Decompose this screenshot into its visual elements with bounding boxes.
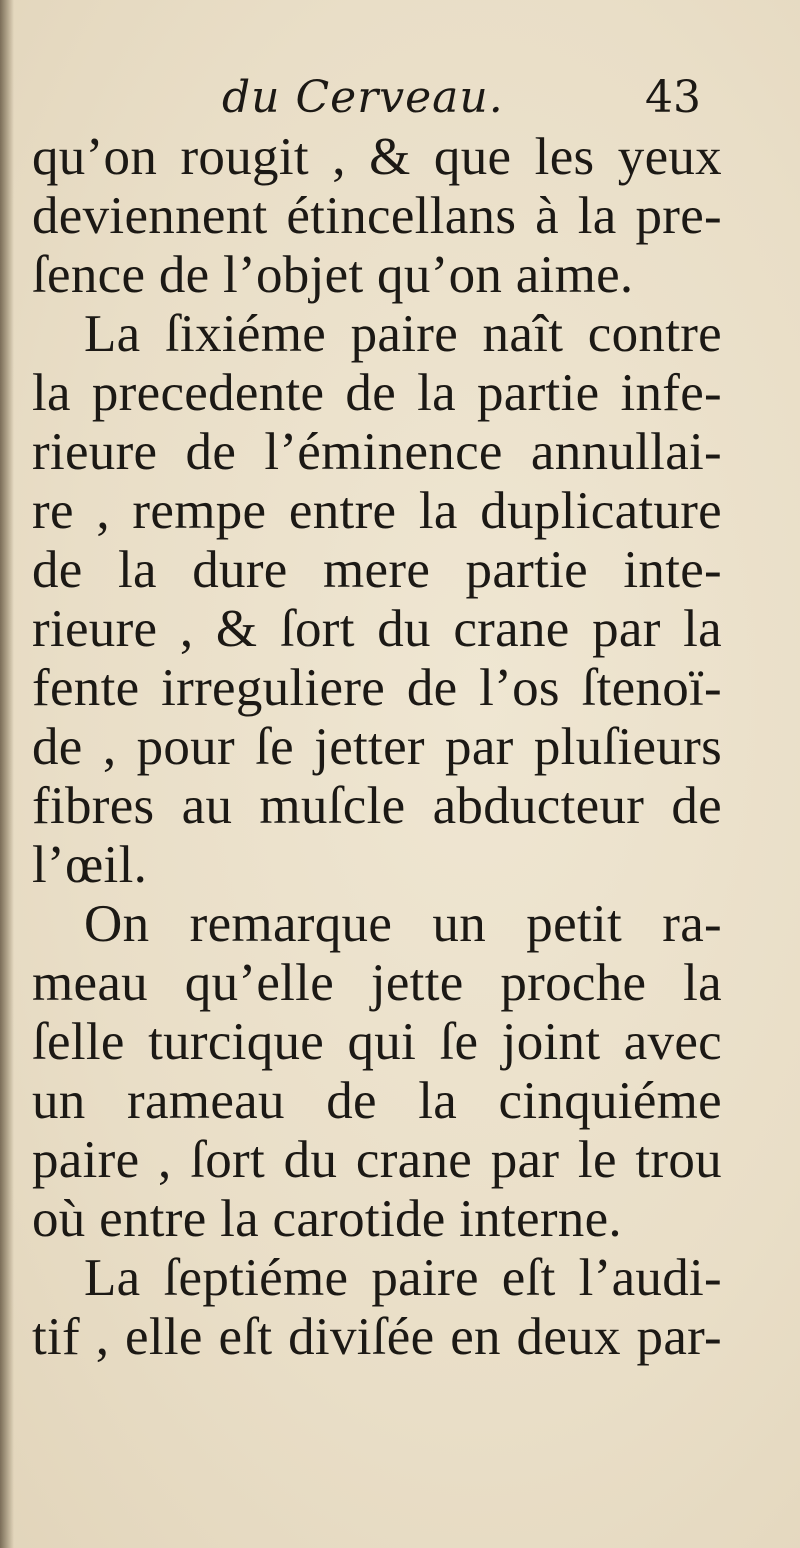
text-line: paire , ſort du crane par le trou [32,1131,722,1189]
text-line: où entre la carotide interne. [32,1190,622,1248]
running-head [0,68,800,128]
text-line: de , pour ſe jetter par pluſieurs [32,718,722,776]
binding-shadow [0,0,14,1548]
paragraph-start-line: La ſixiéme paire naît contre [84,305,722,363]
paragraph-start-line: On remarque un petit ra- [84,895,722,953]
text-line: tif , elle eſt diviſée en deux par- [32,1308,722,1366]
text-line: un rameau de la cinquiéme [32,1072,722,1130]
text-line: qu’on rougit , & que les yeux [32,128,722,186]
text-line: fibres au muſcle abducteur de [32,777,722,835]
text-line: rieure , & ſort du crane par la [32,600,722,658]
text-line: l’œil. [32,836,148,894]
text-line: deviennent étincellans à la pre- [32,187,722,245]
paragraph-start-line: La ſeptiéme paire eſt l’audi- [84,1249,722,1307]
text-line: ſence de l’objet qu’on aime. [32,246,634,304]
text-line: fente irreguliere de l’os ſtenoï- [32,659,722,717]
text-line: la precedente de la partie infe- [32,364,722,422]
text-line: re , rempe entre la duplicature [32,482,722,540]
text-line: rieure de l’éminence annullai- [32,423,722,481]
running-head-title: du Cerveau. [222,72,504,123]
text-line: de la dure mere partie inte- [32,541,722,599]
text-line: ſelle turcique qui ſe joint avec [32,1013,722,1071]
body-text [32,128,722,1367]
page-number: 43 [645,72,701,123]
text-line: meau qu’elle jette proche la [32,954,722,1012]
